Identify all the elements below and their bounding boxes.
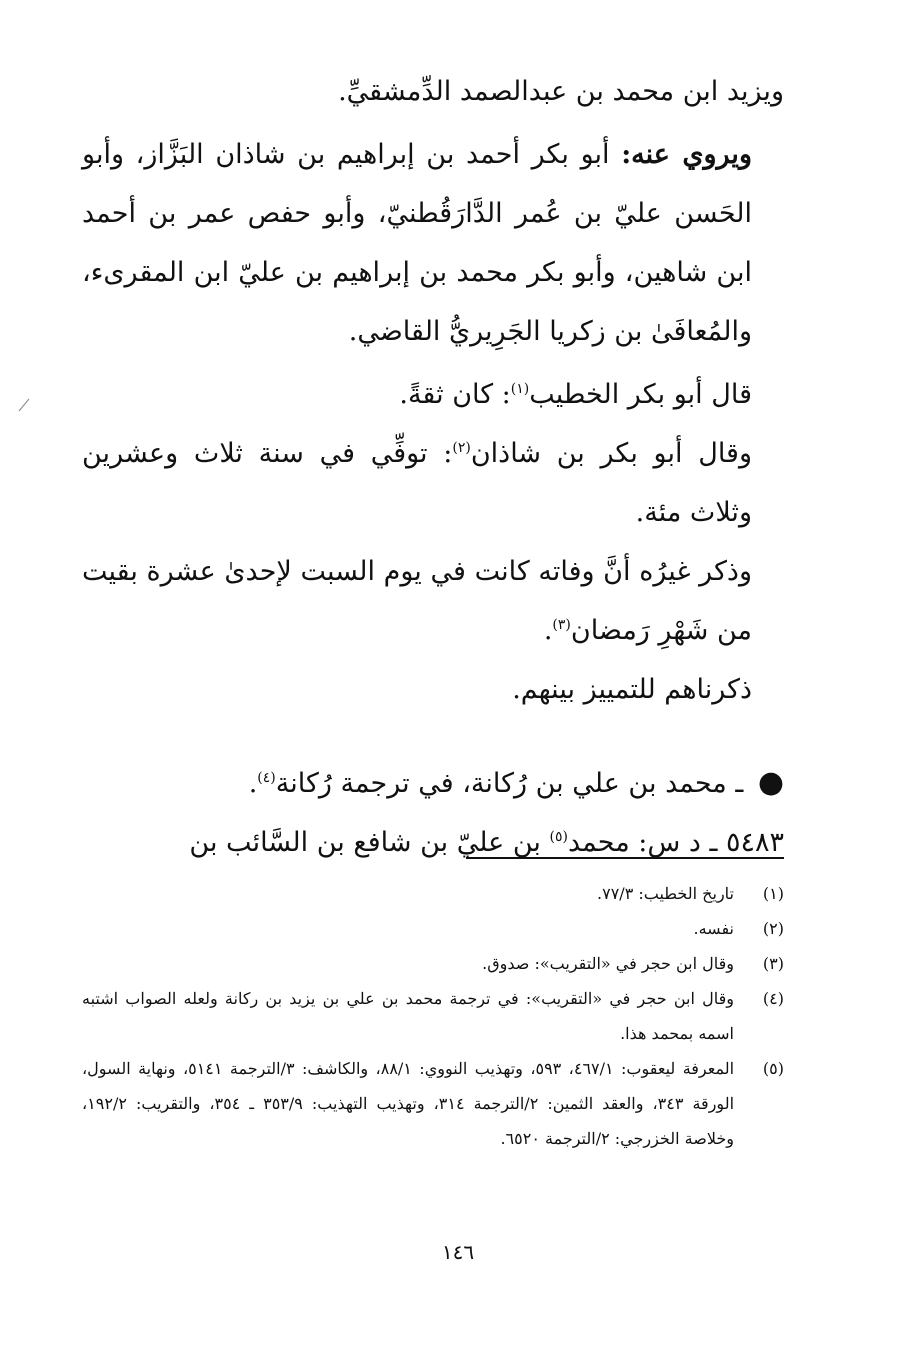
paragraph-1: ويزيد ابن محمد بن عبدالصمد الدِّمشقيِّ. [338,76,784,107]
footnote-ref-1[interactable]: (١) [510,381,530,397]
paragraph-death-date: وذكر غيرُه أنَّ وفاته كانت في يوم السبت لإحدىٰ عشرة بقيت من شَهْرِ رَمضان$^{(٣)}$. [82,556,752,646]
page-number: ١٤٦ [441,1240,475,1264]
footnote-number: (١) [762,884,784,903]
footnote-number: (٤) [762,989,784,1008]
narrators-label: ويروي عنه: [621,139,752,170]
paragraph-narrators [82,125,784,361]
entry-5483: ٥٤٨٣ ـ د س: محمد$^{(٥)}$ بن عليّ بن شافع بن السَّائب بن [189,827,784,858]
narrators-text: أبو بكر أحمد بن إبراهيم بن شاذان البَزَّاز، وأبو الحَسن عليّ بن عُمر الدَّارَقُطنيّ، وأبو حفص عمر بن أحمد ابن شاهين، وأبو بكر محمد بن إبراهيم بن عليّ ابن المقرىء، والمُعافَىٰ بن زكريا الجَرِيريُّ القاضي. [82,139,752,347]
paragraph-distinction: ذكرناهم للتمييز بينهم. [512,674,752,705]
footnote-item [82,876,784,911]
footnote-ref-4[interactable]: (٤) [257,770,276,786]
footnote-text: نفسه. [693,919,734,938]
footnote-item [82,981,784,1051]
footnote-number: (٢) [762,919,784,938]
paragraph-khatib: قال أبو بكر الخطيب$^{(١)}$: كان ثقةً. [399,379,752,410]
main-text [82,62,784,872]
footnote-number: (٥) [762,1059,784,1078]
footnote-divider [466,857,784,859]
footnote-ref-2[interactable]: (٢) [452,440,471,456]
footnote-item [82,1051,784,1156]
footnote-text: تاريخ الخطيب: ٧٧/٣. [597,884,734,903]
paragraph-rukana: ● ـ محمد بن علي بن رُكانة، في ترجمة رُكانة$^{(٤)}$. [248,765,784,800]
footnote-ref-5[interactable]: (٥) [549,829,568,845]
pencil-stroke-mark [18,398,30,412]
bullet-icon: ● [757,765,784,800]
footnote-text: المعرفة ليعقوب: ٤٦٧/١، ٥٩٣، وتهذيب النووي: ٨٨/١، والكاشف: ٣/الترجمة ٥١٤١، ونهاية السول، الورقة ٣٤٣، والعقد الثمين: ٢/الترجمة ٣١٤، وتهذيب التهذيب: ٣٥٣/٩ ـ ٣٥٤، والتقريب: ١٩٢/٢، وخلاصة الخزرجي: ٢/الترجمة ٦٥٢٠. [82,1059,735,1148]
footnote-item [82,911,784,946]
footnote-number: (٣) [762,954,784,973]
footnote-item [82,946,784,981]
footnote-ref-3[interactable]: (٣) [552,617,571,633]
footnotes [82,876,784,1156]
footnote-text: وقال ابن حجر في «التقريب»: في ترجمة محمد بن علي بن يزيد بن ركانة ولعله الصواب اشتبه اسمه بمحمد هذا. [82,989,734,1043]
paragraph-shadhan: وقال أبو بكر بن شاذان$^{(٢)}$: توفِّي في سنة ثلاث وعشرين وثلاث مئة. [82,438,752,528]
footnote-text: وقال ابن حجر في «التقريب»: صدوق. [482,954,734,973]
